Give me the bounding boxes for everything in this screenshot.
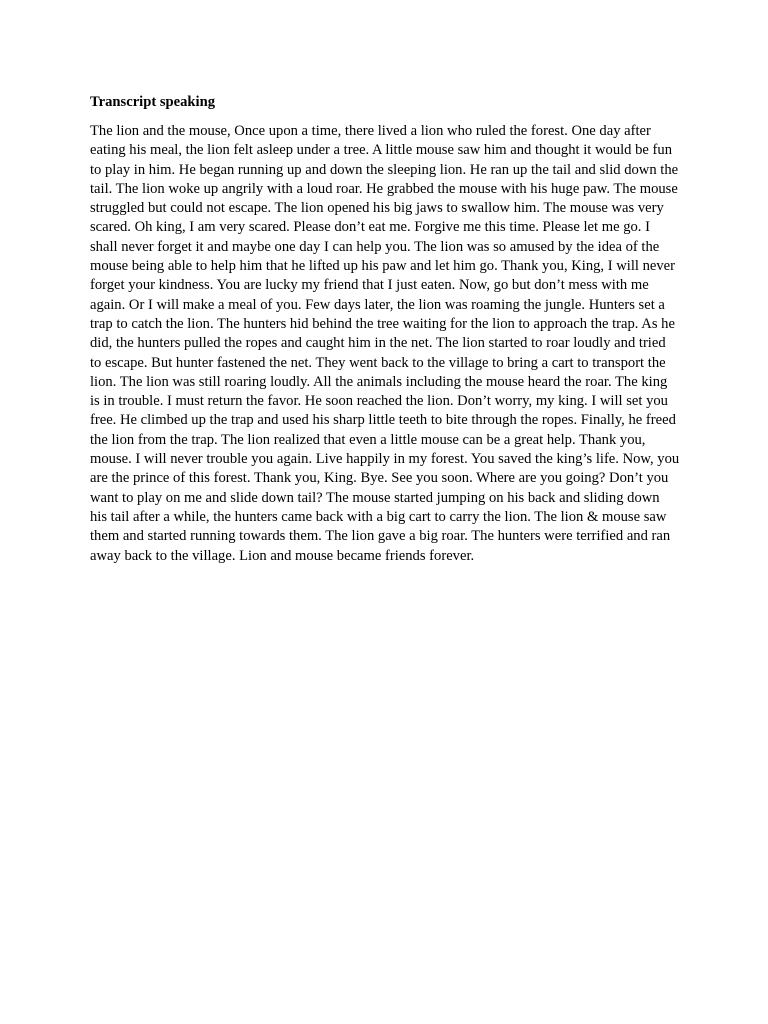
document-page <box>90 92 680 566</box>
document-heading: Transcript speaking <box>90 94 216 110</box>
document-body-text: The lion and the mouse, Once upon a time, there lived a lion who ruled the forest. One day after eating his meal, the lion felt asleep under a tree. A little mouse saw him and thought it would be fun to play in him. He began running up and down the sleeping lion. He ran up the tail and slid down the tail. The lion woke up angrily with a loud roar. He grabbed the mouse with his huge paw. The mouse struggled but could not escape. The lion opened his big jaws to swallow him. The mouse was very scared. Oh king, I am very scared. Please don’t eat me. Forgive me this time. Please let me go. I shall never forget it and maybe one day I can help you. The lion was so amused by the idea of the mouse being able to help him that he lifted up his paw and let him go. Thank you, King, I will never forget your kindness. You are lucky my friend that I just eaten. Now, go but don’t mess with me again. Or I will make a meal of you. Few days later, the lion was roaming the jungle. Hunters set a trap to catch the lion. The hunters hid behind the tree waiting for the lion to approach the trap. As he did, the hunters pulled the ropes and caught him in the net. The lion started to roar loudly and tried to escape. But hunter fastened the net. They went back to the village to bring a cart to transport the lion. The lion was still roaring loudly. All the animals including the mouse heard the roar. The king is in trouble. I must return the favor. He soon reached the lion. Don’t worry, my king. I will set you free. He climbed up the trap and used his sharp little teeth to bite through the ropes. Finally, he freed the lion from the trap. The lion realized that even a little mouse can be a great help. Thank you, mouse. I will never trouble you again. Live happily in my forest. You saved the king’s life. Now, you are the prince of this forest. Thank you, King. Bye. See you soon. Where are you going? Don’t you want to play on me and slide down tail? The mouse started jumping on his back and sliding down his tail after a while, the hunters came back with a big cart to carry the lion. The lion & mouse saw them and started running towards them. The lion gave a big roar. The hunters were terrified and ran away back to the village. Lion and mouse became friends forever. <box>90 123 680 564</box>
